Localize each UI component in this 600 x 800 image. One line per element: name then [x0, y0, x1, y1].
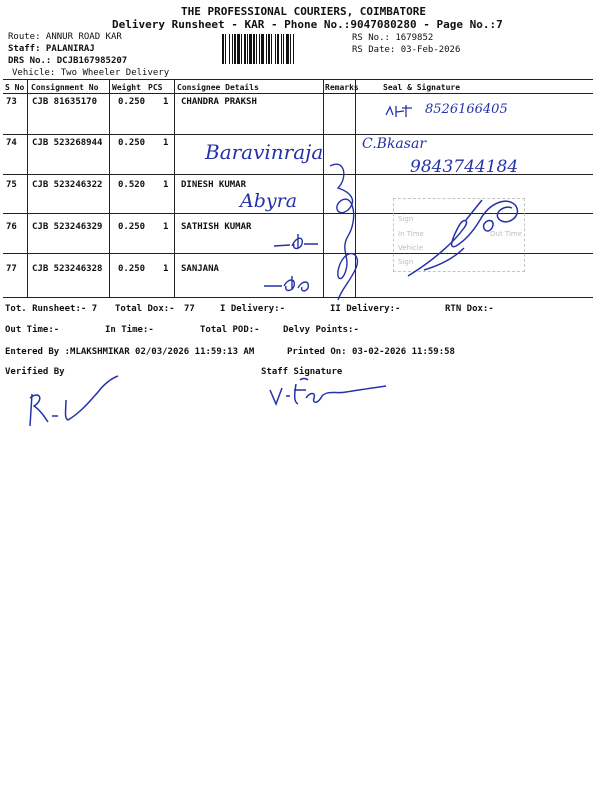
row-sno: 73 — [6, 97, 17, 107]
handwritten-signature — [262, 274, 322, 296]
row-weight: 0.250 — [118, 264, 146, 274]
entered-by: Entered By :MLAKSHMIKAR 02/03/2026 11:59:13 AM — [5, 347, 255, 357]
row-consignment: CJB 81635170 — [32, 97, 98, 107]
verified-by-label: Verified By — [5, 367, 65, 377]
route-label: Route: ANNUR ROAD KAR — [8, 32, 122, 42]
row-sno: 75 — [6, 180, 17, 190]
printed-on: Printed On: 03-02-2026 11:59:58 — [287, 347, 455, 357]
barcode-bar — [283, 34, 284, 64]
handwritten-receiver-name: Abyra — [240, 190, 298, 212]
row-consignee: SATHISH KUMAR — [181, 222, 252, 232]
row-pcs: 1 — [163, 264, 169, 274]
row-consignment: CJB 523246322 — [32, 180, 103, 190]
col-header-consignment: Consignment No — [31, 83, 99, 92]
barcode-bar — [286, 34, 289, 64]
col-header-sno: S No — [5, 83, 25, 92]
staff-signature — [266, 376, 390, 410]
rs-date: RS Date: 03-Feb-2026 — [352, 45, 461, 55]
barcode-bar — [256, 34, 257, 64]
stamp-sign-label: Sign — [398, 215, 414, 223]
barcode-bar — [261, 34, 264, 64]
row-sno: 74 — [6, 138, 17, 148]
total-runsheet: Tot. Runsheet:- 7 — [5, 304, 98, 314]
barcode-bar — [229, 34, 230, 64]
row-consignee: CHANDRA PRAKSH — [181, 97, 257, 107]
barcode-bar — [266, 34, 267, 64]
row-pcs: 1 — [163, 138, 169, 148]
barcode-bar — [232, 34, 233, 64]
barcode-bar — [277, 34, 279, 64]
table-top-rule — [3, 79, 593, 80]
in-time: In Time:- — [105, 325, 154, 335]
barcode-bar — [275, 34, 276, 64]
barcode-bar — [253, 34, 255, 64]
barcode-bar — [259, 34, 260, 64]
col-header-remarks: Remarks — [325, 83, 359, 92]
row-sno: 77 — [6, 264, 17, 274]
row-consignee: DINESH KUMAR — [181, 180, 247, 190]
barcode-bar — [290, 34, 291, 64]
handwritten-phone: 8526166405 — [425, 102, 508, 117]
table-header-rule — [3, 93, 593, 94]
barcode-bar — [244, 34, 246, 64]
company-title: THE PROFESSIONAL COURIERS, COIMBATORE — [181, 5, 427, 18]
column-rule — [27, 79, 28, 297]
column-rule — [109, 79, 110, 297]
row-consignee: SANJANA — [181, 264, 219, 274]
barcode-bar — [293, 34, 294, 64]
total-dox-value: 77 — [184, 304, 195, 314]
barcode-bar — [281, 34, 282, 64]
row-consignment: CJB 523246329 — [32, 222, 103, 232]
barcode-bar — [247, 34, 248, 64]
row-divider — [3, 134, 593, 135]
runsheet-subtitle: Delivery Runsheet - KAR - Phone No.:9047080280 - Page No.:7 — [112, 18, 503, 31]
barcode-bar — [234, 34, 236, 64]
row-weight: 0.250 — [118, 222, 146, 232]
rs-number: RS No.: 1679852 — [352, 33, 434, 43]
stamp-sign2-label: Sign — [398, 258, 414, 266]
row-weight: 0.250 — [118, 138, 146, 148]
row-pcs: 1 — [163, 97, 169, 107]
barcode-bar — [225, 34, 226, 64]
barcode-bar — [271, 34, 272, 64]
row-weight: 0.520 — [118, 180, 146, 190]
row-consignment: CJB 523246328 — [32, 264, 103, 274]
handwritten-phone: 9843744184 — [410, 157, 519, 177]
row-sno: 76 — [6, 222, 17, 232]
col-header-pcs: PCS — [148, 83, 163, 92]
handwritten-signature — [320, 158, 380, 308]
barcode-bar — [222, 34, 224, 64]
i-delivery: I Delivery:- — [220, 304, 286, 314]
handwritten-signature — [272, 232, 322, 254]
barcode-bar — [268, 34, 270, 64]
row-pcs: 1 — [163, 222, 169, 232]
vehicle-label: Vehicle: Two Wheeler Delivery — [12, 68, 170, 78]
stamp-vehicle-label: Vehicle — [398, 244, 424, 252]
row-weight: 0.250 — [118, 97, 146, 107]
staff-signature-label: Staff Signature — [261, 367, 343, 377]
handwritten-initials — [384, 103, 414, 121]
col-header-seal: Seal & Signature — [383, 83, 461, 92]
handwritten-remark: C.Bkasar — [362, 136, 427, 152]
barcode — [222, 34, 346, 64]
barcode-bar — [241, 34, 242, 64]
col-header-weight: Weight — [112, 83, 141, 92]
staff-label: Staff: PALANIRAJ — [8, 44, 95, 54]
total-pod: Total POD:- — [200, 325, 260, 335]
total-dox-label: Total Dox:- — [115, 304, 175, 314]
row-consignment: CJB 523268944 — [32, 138, 103, 148]
ii-delivery: II Delivery:- — [330, 304, 401, 314]
barcode-bar — [249, 34, 252, 64]
stamp-out-time-label: Out Time — [490, 230, 523, 238]
verifier-signature — [26, 370, 126, 430]
out-time: Out Time:- — [5, 325, 60, 335]
barcode-bar — [237, 34, 240, 64]
column-rule — [174, 79, 175, 297]
handwritten-receiver-name: Baravinraja — [205, 140, 324, 164]
col-header-consignee: Consignee Details — [177, 83, 259, 92]
row-pcs: 1 — [163, 180, 169, 190]
rtn-dox: RTN Dox:- — [445, 304, 494, 314]
delvy-points: Delvy Points:- — [283, 325, 359, 335]
table-bottom-rule — [3, 297, 593, 298]
handwritten-signature — [404, 190, 532, 280]
stamp-in-time-label: In Time — [398, 230, 424, 238]
drs-number: DRS No.: DCJB167985207 — [8, 56, 128, 66]
